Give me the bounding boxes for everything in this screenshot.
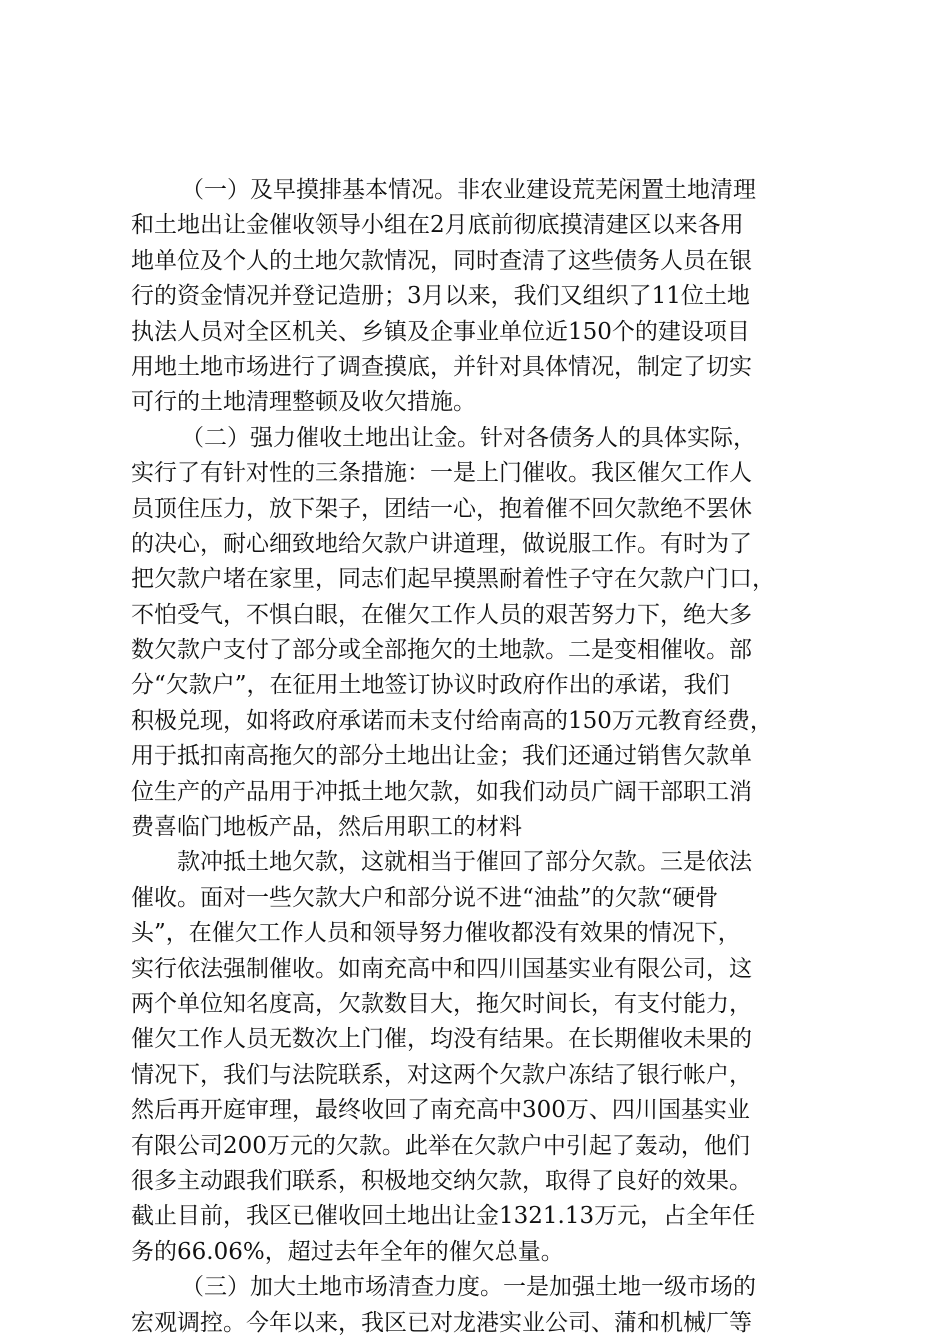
paragraph-3-line-1: 款冲抵土地欠款，这就相当于催回了部分欠款。三是依法 [177, 849, 752, 876]
paragraph-3-line-12: 务的66.06%，超过去年全年的催欠总量。 [131, 1238, 564, 1265]
paragraph-2-line-12: 费喜临门地板产品，然后用职工的材料 [131, 814, 522, 841]
paragraph-3-line-7: 情况下，我们与法院联系，对这两个欠款户冻结了银行帐户， [131, 1061, 752, 1088]
paragraph-2-line-2: 实行了有针对性的三条措施：一是上门催收。我区催欠工作人 [131, 460, 752, 487]
paragraph-2-line-1: （二）强力催收土地出让金。针对各债务人的具体实际， [181, 424, 756, 451]
paragraph-2-line-5: 把欠款户堵在家里，同志们起早摸黑耐着性子守在欠款户门口， [131, 566, 775, 593]
paragraph-4-line-2: 宏观调控。今年以来，我区已对龙港实业公司、蒲和机械厂等 [131, 1309, 752, 1336]
paragraph-4-line-1: （三）加大土地市场清查力度。一是加强土地一级市场的 [181, 1274, 756, 1301]
paragraph-1-line-2: 和土地出让金催收领导小组在2月底前彻底摸清建区以来各用 [131, 212, 744, 239]
paragraph-3-line-11: 截止目前，我区已催收回土地出让金1321.13万元，占全年任 [131, 1203, 756, 1230]
paragraph-1-line-6: 用地土地市场进行了调查摸底，并针对具体情况，制定了切实 [131, 353, 752, 380]
paragraph-3-line-5: 两个单位知名度高，欠款数目大，拖欠时间长，有支付能力， [131, 990, 752, 1017]
paragraph-2-line-3: 员顶住压力，放下架子，团结一心，抱着催不回欠款绝不罢休 [131, 495, 752, 522]
paragraph-1-line-7: 可行的土地清理整顿及收欠措施。 [131, 389, 476, 416]
paragraph-2-line-4: 的决心，耐心细致地给欠款户讲道理，做说服工作。有时为了 [131, 530, 752, 557]
paragraph-3-line-9: 有限公司200万元的欠款。此举在欠款户中引起了轰动，他们 [131, 1132, 750, 1159]
paragraph-3-line-8: 然后再开庭审理，最终收回了南充高中300万、四川国基实业 [131, 1097, 750, 1124]
paragraph-2-line-11: 位生产的产品用于冲抵土地欠款，如我们动员广阔干部职工消 [131, 778, 752, 805]
paragraph-1-line-4: 行的资金情况并登记造册；3月以来，我们又组织了11位土地 [131, 283, 750, 310]
paragraph-2-line-10: 用于抵扣南高拖欠的部分土地出让金；我们还通过销售欠款单 [131, 743, 752, 770]
paragraph-3-line-10: 很多主动跟我们联系，积极地交纳欠款，取得了良好的效果。 [131, 1167, 752, 1194]
paragraph-3-line-3: 头”，在催欠工作人员和领导努力催收都没有效果的情况下， [131, 920, 741, 947]
paragraph-3-line-2: 催收。面对一些欠款大户和部分说不进“油盐”的欠款“硬骨 [131, 884, 719, 911]
paragraph-3-line-4: 实行依法强制催收。如南充高中和四川国基实业有限公司，这 [131, 955, 752, 982]
paragraph-1-line-5: 执法人员对全区机关、乡镇及企事业单位近150个的建设项目 [131, 318, 750, 345]
document-body [131, 173, 821, 1341]
paragraph-2-line-8: 分“欠款户”，在征用土地签订协议时政府作出的承诺，我们 [131, 672, 730, 699]
paragraph-1-line-1: （一）及早摸排基本情况。非农业建设荒芜闲置土地清理 [181, 177, 756, 203]
paragraph-2-line-9: 积极兑现，如将政府承诺而未支付给南高的150万元教育经费， [131, 707, 773, 734]
paragraph-2-line-7: 数欠款户支付了部分或全部拖欠的土地款。二是变相催收。部 [131, 637, 752, 664]
paragraph-3-line-6: 催欠工作人员无数次上门催，均没有结果。在长期催收未果的 [131, 1026, 752, 1053]
paragraph-1-line-3: 地单位及个人的土地欠款情况，同时查清了这些债务人员在银 [131, 247, 752, 274]
paragraph-2-line-6: 不怕受气，不惧白眼，在催欠工作人员的艰苦努力下，绝大多 [131, 601, 752, 628]
